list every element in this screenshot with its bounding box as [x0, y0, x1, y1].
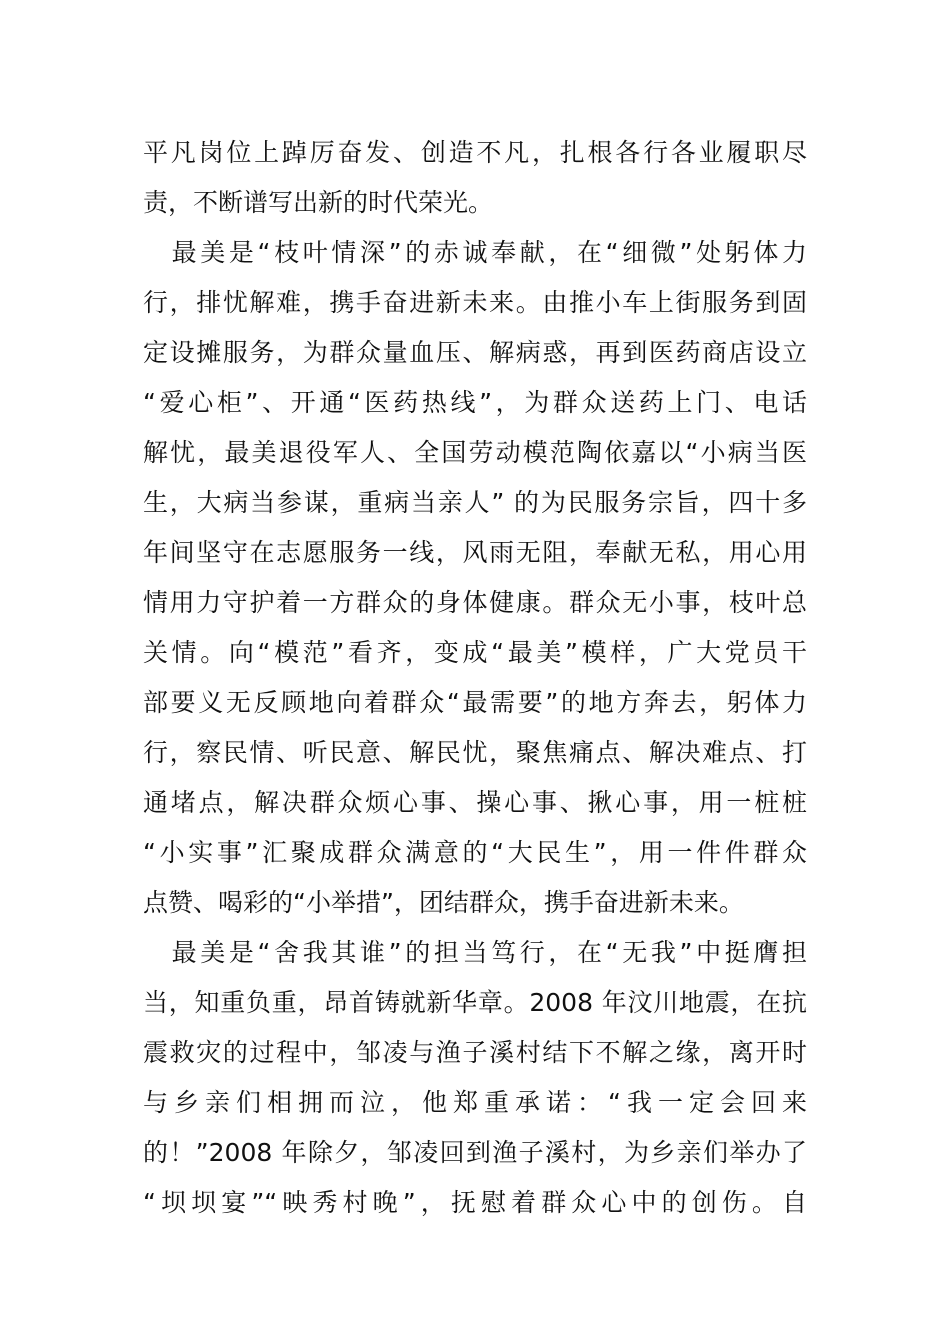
text-line: 部要义无反顾地向着群众“最需要”的地方奔去，躬体力 [143, 688, 807, 717]
text-line: 平凡岗位上踔厉奋发、创造不凡，扎根各行各业履职尽 [143, 138, 807, 167]
text-line: 震救灾的过程中，邹凌与渔子溪村结下不解之缘，离开时 [143, 1038, 807, 1067]
text-line: 年间坚守在志愿服务一线，风雨无阻，奉献无私，用心用 [143, 538, 807, 567]
text-line: “爱心柜”、开通“医药热线”，为群众送药上门、电话 [143, 388, 807, 417]
text-line: 生，大病当参谋，重病当亲人” 的为民服务宗旨，四十多 [143, 488, 807, 517]
text-line: 解忧，最美退役军人、全国劳动模范陶依嘉以“小病当医 [143, 438, 807, 467]
text-line: 与乡亲们相拥而泣，他郑重承诺：“我一定会回来 [143, 1088, 807, 1117]
text-line: “小实事”汇聚成群众满意的“大民生”，用一件件群众 [143, 838, 807, 867]
text-line: 行，排忧解难，携手奋进新未来。由推小车上街服务到固 [143, 288, 807, 317]
text-line: 定设摊服务，为群众量血压、解病惑，再到医药商店设立 [143, 338, 807, 367]
text-line: 责，不断谱写出新的时代荣光。 [143, 188, 494, 217]
text-line: 的！”2008 年除夕，邹凌回到渔子溪村，为乡亲们举办了 [143, 1138, 807, 1167]
text-line: 通堵点，解决群众烦心事、操心事、揪心事，用一桩桩 [143, 788, 807, 817]
text-line: 行，察民情、听民意、解民忧，聚焦痛点、解决难点、打 [143, 738, 807, 767]
text-line: 最美是“枝叶情深”的赤诚奉献，在“细微”处躬体力 [143, 238, 807, 267]
text-line: 最美是“舍我其谁”的担当笃行，在“无我”中挺膺担 [143, 938, 807, 967]
text-line: “坝坝宴”“映秀村晚”，抚慰着群众心中的创伤。自 [143, 1188, 807, 1217]
text-line: 点赞、喝彩的“小举措”，团结群众，携手奋进新未来。 [143, 888, 744, 917]
body-text [143, 128, 807, 1228]
text-line: 当，知重负重，昂首铸就新华章。2008 年汶川地震，在抗 [143, 988, 807, 1017]
text-line: 情用力守护着一方群众的身体健康。群众无小事，枝叶总 [143, 588, 807, 617]
text-line: 关情。向“模范”看齐，变成“最美”模样，广大党员干 [143, 638, 807, 667]
